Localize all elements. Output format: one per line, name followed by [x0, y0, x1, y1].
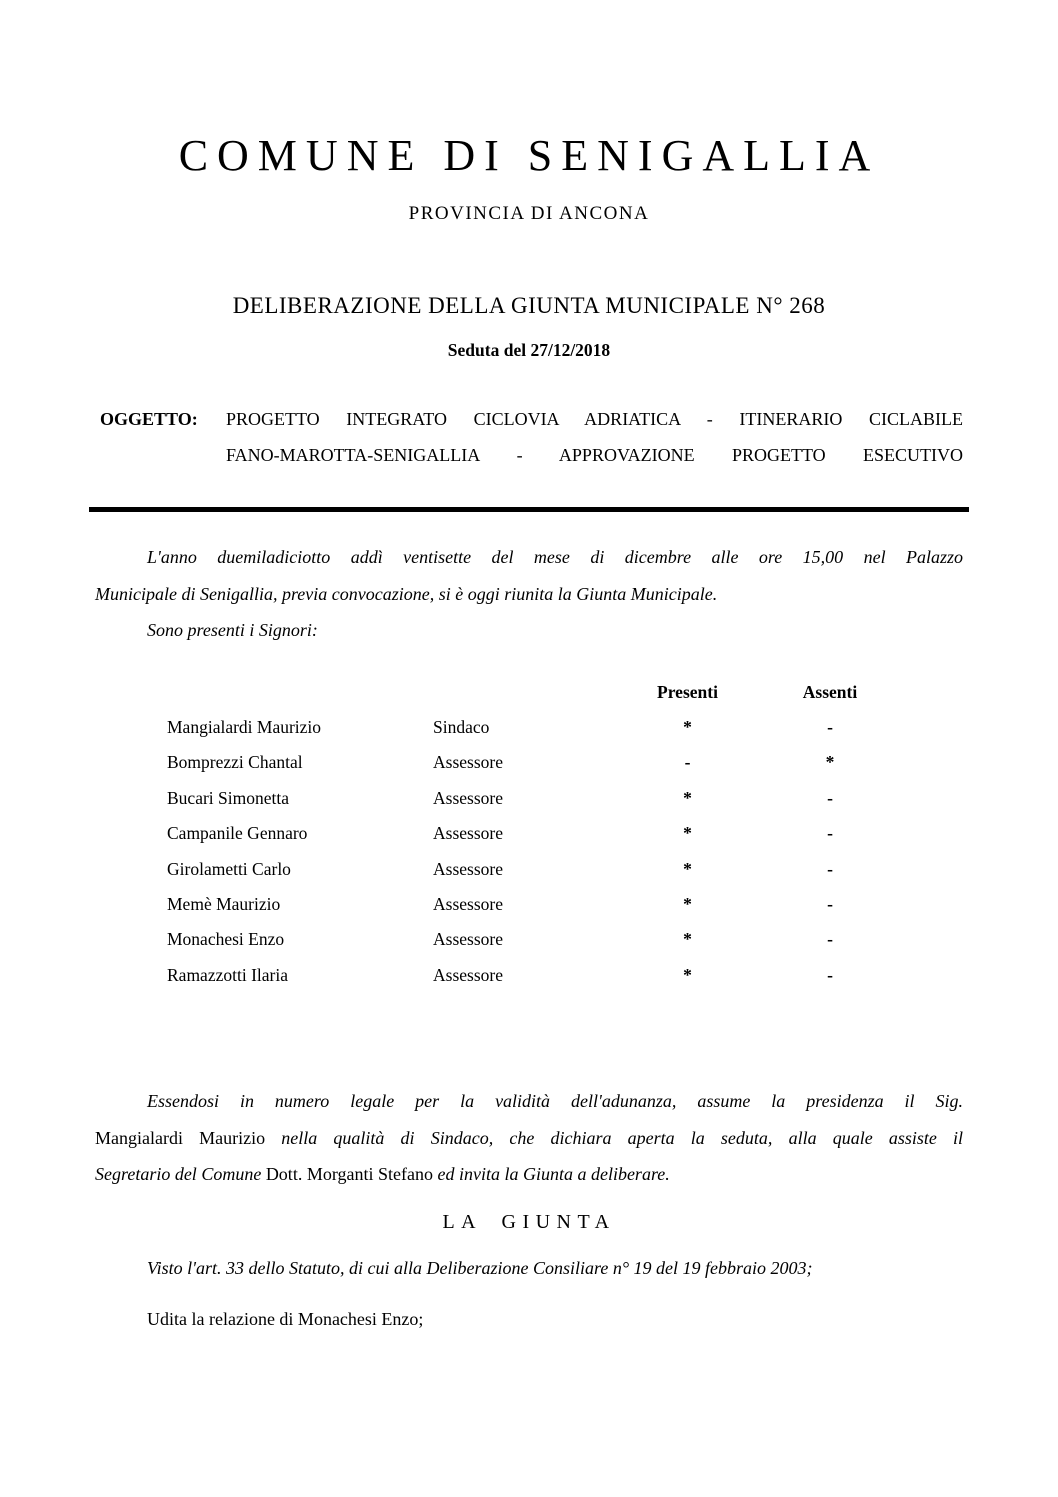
attendance-row-role: Assessore	[433, 964, 503, 985]
attendance-row-role: Assessore	[433, 787, 503, 808]
attendance-row-present-mark: *	[683, 823, 692, 844]
attendance-row-absent-mark: *	[825, 752, 835, 773]
attendance-row-absent-mark: -	[827, 858, 833, 879]
attendance-header-spacer	[433, 675, 615, 710]
attendance-row-role: Assessore	[433, 752, 503, 773]
secretary-name: Dott. Morganti Stefano	[265, 1164, 433, 1185]
present-intro-line: Sono presenti i Signori:	[147, 620, 318, 640]
attendance-header-present: Presenti	[657, 681, 718, 702]
attendance-row-role: Assessore	[433, 858, 503, 879]
session-date: Seduta del 27/12/2018	[447, 340, 611, 360]
attendance-row-present-mark: *	[683, 893, 692, 914]
intro-paragraph	[95, 539, 963, 649]
attendance-row-name: Mangialardi Maurizio	[167, 716, 322, 737]
attendance-row-name: Ramazzotti Ilaria	[167, 964, 288, 985]
president-name: Mangialardi Maurizio	[95, 1127, 266, 1148]
page-subtitle: PROVINCIA DI ANCONA	[408, 203, 650, 224]
attendance-row-absent-mark: -	[827, 787, 833, 808]
attendance-row-name: Monachesi Enzo	[167, 929, 285, 950]
intro-line-2: Municipale di Senigallia, previa convocazione, si è oggi riunita la Giunta Municipale.	[95, 583, 718, 604]
attendance-row-role: Sindaco	[433, 716, 490, 737]
subject-section	[95, 401, 963, 473]
attendance-table	[167, 675, 963, 994]
attendance-row-absent-mark: -	[827, 929, 833, 950]
attendance-row-present-mark: *	[683, 787, 692, 808]
attendance-row-present-mark: *	[683, 964, 692, 985]
subject-text-line-1: PROGETTO INTEGRATO CICLOVIA ADRIATICA - ITINERARIO CICLABILE	[226, 409, 963, 429]
attendance-row-name: Girolametti Carlo	[167, 858, 291, 879]
attendance-row-role: Assessore	[433, 823, 503, 844]
intro-line-1: L'anno duemiladiciotto addì ventisette del mese di dicembre alle ore 15,00 nel Palazzo	[147, 547, 963, 567]
page-title: COMUNE DI SENIGALLIA	[178, 131, 880, 180]
presidency-line-2-text: nella qualità di Sindaco, che dichiara aperta la seduta, alla quale assiste il	[281, 1127, 964, 1148]
visto-line: Visto l'art. 33 dello Statuto, di cui alla Deliberazione Consiliare n° 19 del 19 febbraio 2003;	[147, 1257, 813, 1278]
attendance-row-absent-mark: -	[827, 964, 833, 985]
subject-label: OGGETTO:	[100, 409, 198, 429]
presidency-line-2	[95, 1120, 963, 1157]
subject-text-line-2: FANO-MAROTTA-SENIGALLIA - APPROVAZIONE PROGETTO ESECUTIVO	[226, 445, 963, 465]
presidency-line-3	[95, 1156, 963, 1193]
attendance-row-absent-mark: -	[827, 823, 833, 844]
attendance-row-absent-mark: -	[827, 716, 833, 737]
attendance-row-present-mark: *	[683, 858, 692, 879]
attendance-row-name: Bucari Simonetta	[167, 787, 289, 808]
attendance-row-name: Memè Maurizio	[167, 893, 281, 914]
attendance-row-absent-mark: -	[827, 893, 833, 914]
attendance-header-spacer	[167, 675, 433, 710]
subject-text	[226, 401, 963, 473]
attendance-row-name: Campanile Gennaro	[167, 823, 308, 844]
attendance-header-absent: Assenti	[802, 681, 858, 702]
giunta-heading: LA GIUNTA	[442, 1210, 616, 1233]
presidency-paragraph	[95, 1083, 963, 1193]
attendance-row-name: Bomprezzi Chantal	[167, 752, 303, 773]
separator-rule	[89, 507, 969, 512]
attendance-row-role: Assessore	[433, 893, 503, 914]
attendance-row-present-mark: *	[683, 929, 692, 950]
presidency-line-1: Essendosi in numero legale per la validità dell'adunanza, assume la presidenza il Sig.	[147, 1091, 963, 1112]
attendance-row-present-mark: -	[684, 752, 691, 773]
attendance-row-role: Assessore	[433, 929, 503, 950]
presidency-line-3-text: ed invita la Giunta a deliberare.	[437, 1164, 670, 1185]
secretary-title: Segretario del Comune	[95, 1164, 262, 1185]
attendance-row-present-mark: *	[683, 716, 692, 737]
udita-line: Udita la relazione di Monachesi Enzo;	[147, 1308, 424, 1329]
deliberation-title: DELIBERAZIONE DELLA GIUNTA MUNICIPALE N° 268	[232, 293, 826, 318]
